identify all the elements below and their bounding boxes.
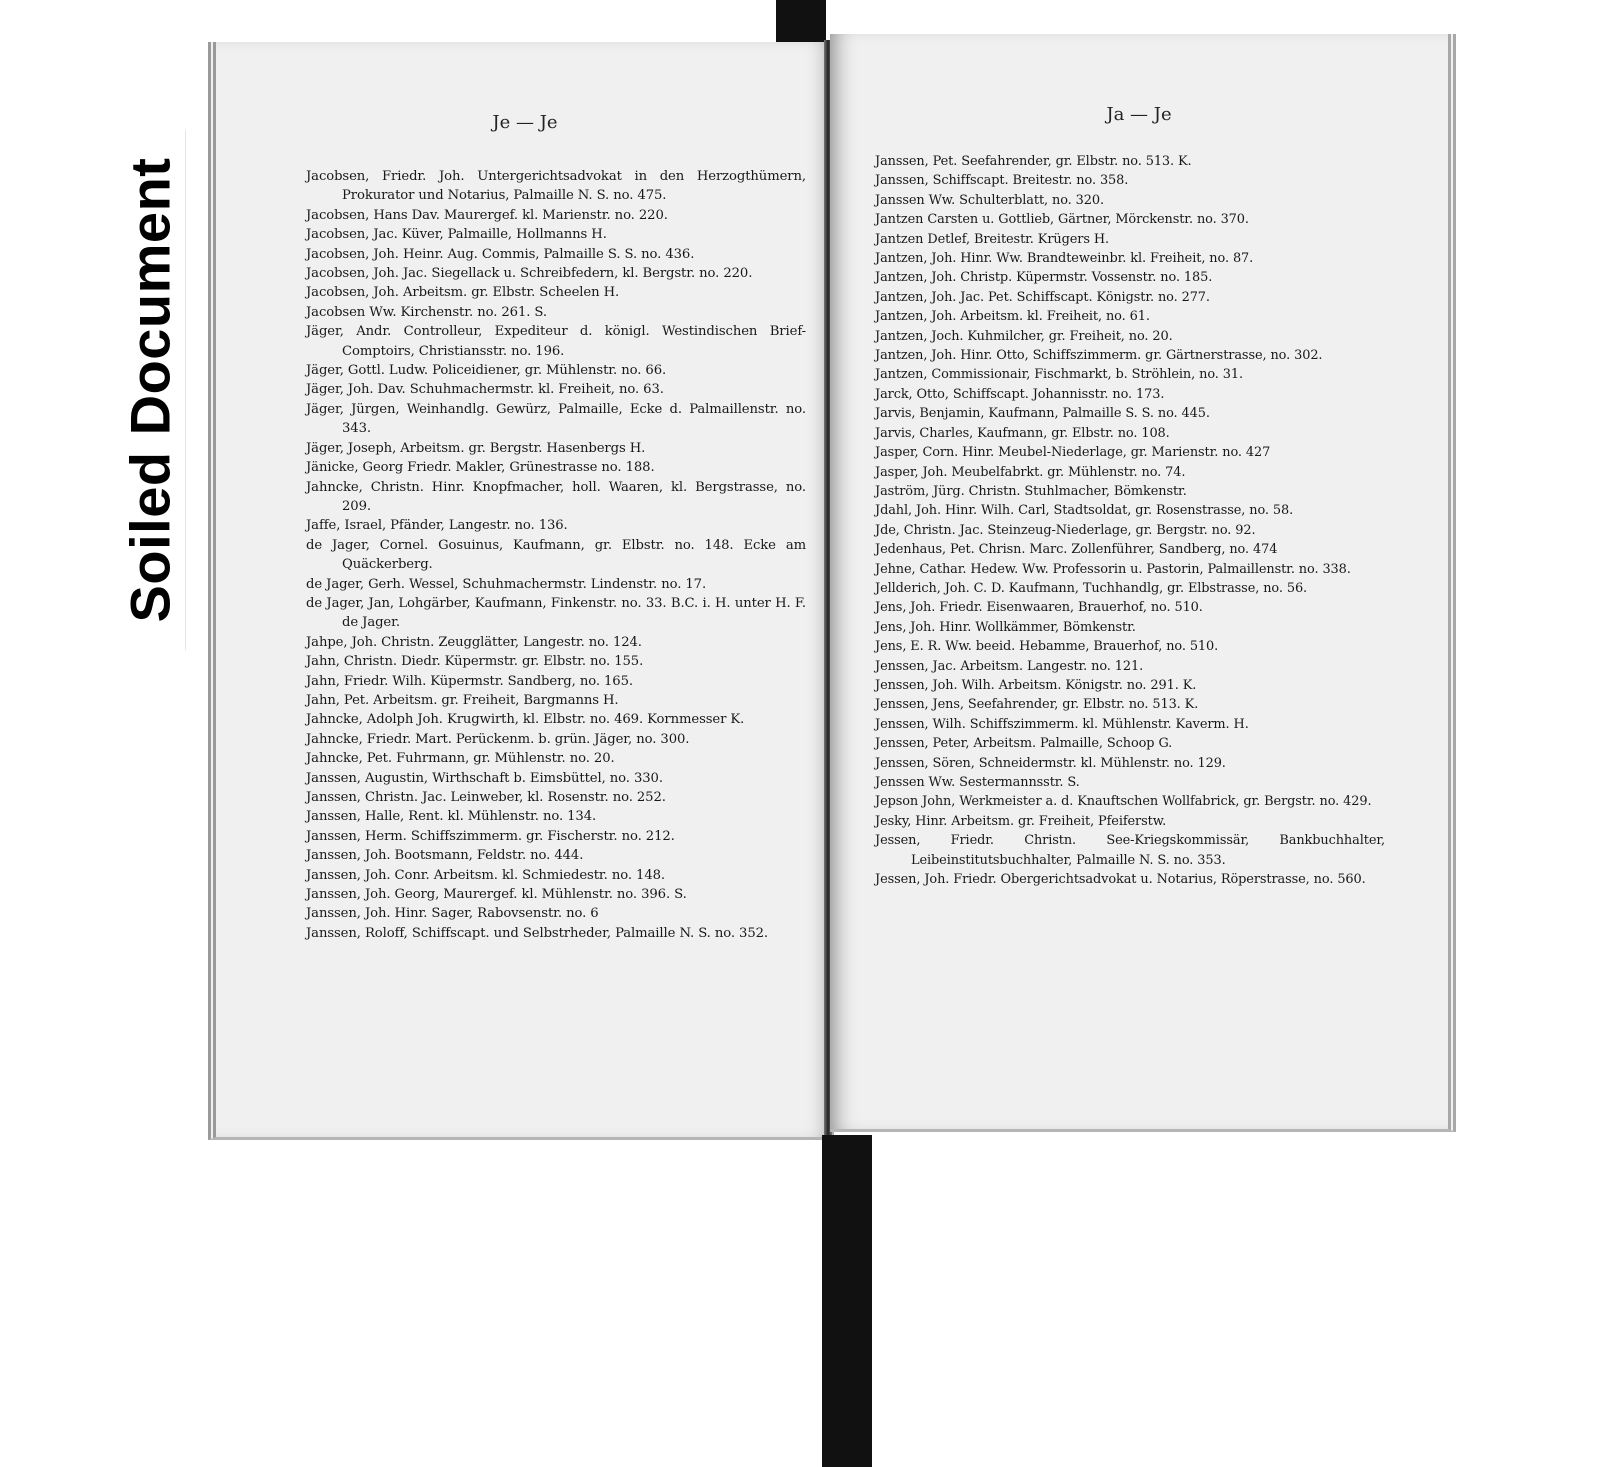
directory-entry: Jacobsen, Joh. Heinr. Aug. Commis, Palmaille S. S. no. 436. xyxy=(306,246,695,262)
directory-entry: Jenssen, Sören, Schneidermstr. kl. Mühlenstr. no. 129. xyxy=(875,755,1226,771)
directory-entry: Jäger, Joh. Dav. Schuhmachermstr. kl. Freiheit, no. 63. xyxy=(306,382,664,398)
directory-entry: Jantzen, Joh. Hinr. Ww. Brandteweinbr. kl. Freiheit, no. 87. xyxy=(875,251,1254,267)
directory-entry: Janssen, Schiffscapt. Breitestr. no. 358. xyxy=(875,173,1129,189)
open-book xyxy=(190,30,1480,1155)
directory-entry: Jens, Joh. Hinr. Wollkämmer, Bömkenstr. xyxy=(875,619,1136,635)
directory-entry: Jedenhaus, Pet. Chrisn. Marc. Zollenführer, Sandberg, no. 474 xyxy=(875,542,1278,558)
directory-entry: Jasper, Joh. Meubelfabrkt. gr. Mühlenstr. no. 74. xyxy=(875,464,1186,480)
directory-entry: de Jager, Gerh. Wessel, Schuhmachermstr. Lindenstr. no. 17. xyxy=(306,576,707,592)
directory-entry: Jahncke, Christn. Hinr. Knopfmacher, holl. Waaren, kl. Bergstrasse, no. 209. xyxy=(306,479,806,514)
directory-entry: Jantzen, Joch. Kuhmilcher, gr. Freiheit, no. 20. xyxy=(875,328,1173,344)
directory-entry: Jasper, Corn. Hinr. Meubel-Niederlage, gr. Marienstr. no. 427 xyxy=(875,445,1271,461)
directory-entry: Jahncke, Adolph Joh. Krugwirth, kl. Elbstr. no. 469. Kornmesser K. xyxy=(306,712,745,728)
directory-entry: Jantzen Carsten u. Gottlieb, Gärtner, Mörckenstr. no. 370. xyxy=(875,212,1249,228)
right-page xyxy=(830,34,1456,1132)
directory-entry: Jantzen, Joh. Christp. Küpermstr. Vossenstr. no. 185. xyxy=(875,270,1213,286)
directory-entry: Jantzen, Joh. Hinr. Otto, Schiffszimmerm. gr. Gärtnerstrasse, no. 302. xyxy=(875,348,1323,364)
directory-entry: Jarvis, Charles, Kaufmann, gr. Elbstr. no. 108. xyxy=(875,425,1170,441)
bookmark-ribbon-bottom xyxy=(822,1135,872,1467)
directory-entry: Jenssen, Wilh. Schiffszimmerm. kl. Mühlenstr. Kaverm. H. xyxy=(875,716,1249,732)
soiled-document-stamp: Soiled Document xyxy=(118,157,182,623)
directory-entry: Jehne, Cathar. Hedew. Ww. Professorin u. Pastorin, Palmaillenstr. no. 338. xyxy=(875,561,1351,577)
directory-entry: Jesky, Hinr. Arbeitsm. gr. Freiheit, Pfeiferstw. xyxy=(875,813,1167,829)
right-entry-list xyxy=(875,152,1385,889)
directory-entry: Jessen, Friedr. Christn. See-Kriegskommissär, Bankbuchhalter, Leibeinstitutsbuchhalter, Palmaille N. S. no. 353. xyxy=(875,833,1385,868)
directory-entry: Jenssen Ww. Sestermannsstr. S. xyxy=(875,775,1080,790)
directory-entry: Janssen, Joh. Bootsmann, Feldstr. no. 444. xyxy=(306,848,584,864)
directory-entry: Jahncke, Friedr. Mart. Perückenm. b. grün. Jäger, no. 300. xyxy=(306,731,690,747)
directory-entry: Jens, E. R. Ww. beeid. Hebamme, Brauerhof, no. 510. xyxy=(875,639,1219,655)
directory-entry: Jacobsen, Joh. Jac. Siegellack u. Schreibfedern, kl. Bergstr. no. 220. xyxy=(306,266,753,282)
directory-entry: de Jager, Cornel. Gosuinus, Kaufmann, gr. Elbstr. no. 148. Ecke am Quäckerberg. xyxy=(306,537,806,573)
directory-entry: Jahpe, Joh. Christn. Zeugglätter, Langestr. no. 124. xyxy=(306,634,642,650)
directory-entry: Jäger, Jürgen, Weinhandlg. Gewürz, Palmaille, Ecke d. Palmaillenstr. no. 343. xyxy=(306,401,806,437)
directory-entry: Jacobsen, Friedr. Joh. Untergerichtsadvokat in den Herzogthümern, Prokurator und Notarius, Palmaille N. S. no. 475. xyxy=(306,169,806,204)
directory-entry: Jaström, Jürg. Christn. Stuhlmacher, Bömkenstr. xyxy=(875,483,1187,499)
directory-entry: Jacobsen Ww. Kirchenstr. no. 261. S. xyxy=(306,304,547,320)
directory-entry: Janssen, Augustin, Wirthschaft b. Eimsbüttel, no. 330. xyxy=(306,770,663,786)
directory-entry: Janssen, Herm. Schiffszimmerm. gr. Fischerstr. no. 212. xyxy=(306,828,675,844)
left-entry-list xyxy=(306,167,806,943)
directory-entry: Janssen, Pet. Seefahrender, gr. Elbstr. no. 513. K. xyxy=(875,154,1192,169)
directory-entry: Janssen, Joh. Hinr. Sager, Rabovsenstr. no. 6 xyxy=(306,906,599,922)
directory-entry: Jänicke, Georg Friedr. Makler, Grünestrasse no. 188. xyxy=(306,460,655,476)
directory-entry: Jessen, Joh. Friedr. Obergerichtsadvokat u. Notarius, Röperstrasse, no. 560. xyxy=(875,872,1366,888)
directory-entry: Janssen, Christn. Jac. Leinweber, kl. Rosenstr. no. 252. xyxy=(306,790,666,805)
directory-entry: Jantzen Detlef, Breitestr. Krügers H. xyxy=(875,231,1109,247)
directory-entry: Jantzen, Commissionair, Fischmarkt, b. Ströhlein, no. 31. xyxy=(875,367,1243,383)
directory-entry: Jantzen, Joh. Arbeitsm. kl. Freiheit, no. 61. xyxy=(875,309,1150,325)
directory-entry: Jenssen, Joh. Wilh. Arbeitsm. Königstr. no. 291. K. xyxy=(875,677,1197,693)
directory-entry: Jde, Christn. Jac. Steinzeug-Niederlage, gr. Bergstr. no. 92. xyxy=(875,522,1256,538)
directory-entry: Jäger, Andr. Controlleur, Expediteur d. königl. Westindischen Brief-Comptoirs, Christiansstr. no. 196. xyxy=(306,324,806,359)
directory-entry: Jens, Joh. Friedr. Eisenwaaren, Brauerhof, no. 510. xyxy=(875,600,1203,616)
directory-entry: de Jager, Jan, Lohgärber, Kaufmann, Finkenstr. no. 33. B.C. i. H. unter H. F. de Jager. xyxy=(306,595,806,631)
directory-entry: Janssen, Roloff, Schiffscapt. und Selbstrheder, Palmaille N. S. no. 352. xyxy=(306,925,769,941)
directory-entry: Jahncke, Pet. Fuhrmann, gr. Mühlenstr. no. 20. xyxy=(306,751,615,767)
directory-entry: Jellderich, Joh. C. D. Kaufmann, Tuchhandlg, gr. Elbstrasse, no. 56. xyxy=(875,580,1308,596)
right-running-head: Ja — Je xyxy=(1106,104,1172,125)
directory-entry: Janssen, Halle, Rent. kl. Mühlenstr. no. 134. xyxy=(306,809,597,825)
directory-entry: Jantzen, Joh. Jac. Pet. Schiffscapt. Königstr. no. 277. xyxy=(875,289,1210,305)
directory-entry: Jacobsen, Jac. Küver, Palmaille, Hollmanns H. xyxy=(306,227,607,243)
directory-entry: Jahn, Christn. Diedr. Küpermstr. gr. Elbstr. no. 155. xyxy=(306,654,644,670)
directory-entry: Jäger, Gottl. Ludw. Policeidiener, gr. Mühlenstr. no. 66. xyxy=(306,363,667,379)
directory-entry: Jacobsen, Hans Dav. Maurergef. kl. Marienstr. no. 220. xyxy=(306,207,668,223)
directory-entry: Jäger, Joseph, Arbeitsm. gr. Bergstr. Hasenbergs H. xyxy=(306,440,646,456)
directory-entry: Jaffe, Israel, Pfänder, Langestr. no. 136. xyxy=(306,518,568,534)
directory-entry: Jacobsen, Joh. Arbeitsm. gr. Elbstr. Scheelen H. xyxy=(306,285,620,301)
left-running-head: Je — Je xyxy=(492,112,558,133)
directory-entry: Janssen Ww. Schulterblatt, no. 320. xyxy=(875,192,1104,208)
directory-entry: Jarck, Otto, Schiffscapt. Johannisstr. no. 173. xyxy=(875,386,1165,402)
directory-entry: Jdahl, Joh. Hinr. Wilh. Carl, Stadtsoldat, gr. Rosenstrasse, no. 58. xyxy=(875,503,1294,519)
directory-entry: Jepson John, Werkmeister a. d. Knauftschen Wollfabrick, gr. Bergstr. no. 429. xyxy=(875,794,1372,810)
left-page xyxy=(208,42,834,1140)
directory-entry: Janssen, Joh. Conr. Arbeitsm. kl. Schmiedestr. no. 148. xyxy=(306,867,666,883)
directory-entry: Jenssen, Peter, Arbeitsm. Palmaille, Schoop G. xyxy=(875,736,1173,752)
directory-entry: Jarvis, Benjamin, Kaufmann, Palmaille S. S. no. 445. xyxy=(875,406,1210,422)
directory-entry: Jenssen, Jac. Arbeitsm. Langestr. no. 121. xyxy=(875,658,1144,674)
directory-entry: Jahn, Friedr. Wilh. Küpermstr. Sandberg, no. 165. xyxy=(306,673,633,689)
directory-entry: Jenssen, Jens, Seefahrender, gr. Elbstr. no. 513. K. xyxy=(875,697,1199,713)
directory-entry: Jahn, Pet. Arbeitsm. gr. Freiheit, Bargmanns H. xyxy=(306,692,619,708)
directory-entry: Janssen, Joh. Georg, Maurergef. kl. Mühlenstr. no. 396. S. xyxy=(306,887,687,903)
